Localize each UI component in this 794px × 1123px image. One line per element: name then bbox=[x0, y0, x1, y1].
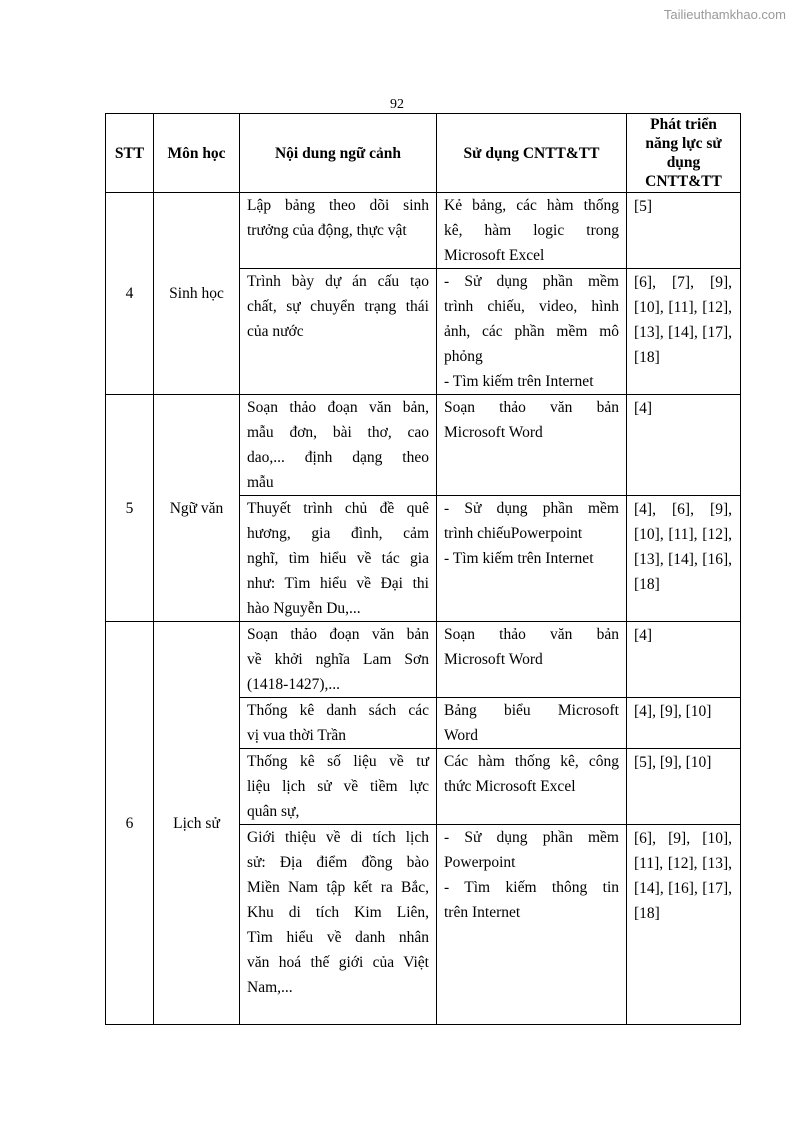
ict-use-line: Kẻ bảng, các hàm thống bbox=[444, 197, 619, 214]
context-content-line: hương, gia đình, cảm bbox=[247, 525, 429, 542]
references-cell: [6], [7], [9], [10], [11], [12], [13], [14], [17], [18] bbox=[627, 269, 741, 395]
ict-use-line: Word bbox=[444, 727, 479, 744]
ict-use-line: kê, hàm logic trong bbox=[444, 222, 619, 239]
subject-cell: Ngữ văn bbox=[154, 395, 240, 622]
ict-use-cell bbox=[437, 698, 627, 749]
ict-use-cell bbox=[437, 269, 627, 395]
context-content-cell bbox=[240, 193, 437, 269]
page-number: 92 bbox=[390, 97, 404, 112]
context-content-cell bbox=[240, 749, 437, 825]
context-content-line: Khu di tích Kim Liên, bbox=[247, 904, 429, 921]
references-cell: [5], [9], [10] bbox=[627, 749, 741, 825]
header-competency bbox=[627, 114, 741, 193]
context-content-line: Soạn thảo đoạn văn bản, bbox=[247, 399, 429, 416]
ict-use-line: Powerpoint bbox=[444, 854, 516, 871]
ict-use-line: Microsoft Excel bbox=[444, 247, 545, 264]
header-subject: Môn học bbox=[154, 114, 240, 193]
context-content-line: văn hoá thế giới của Việt bbox=[247, 954, 429, 971]
ict-use-line: - Tìm kiếm trên Internet bbox=[444, 550, 594, 567]
header-content: Nội dung ngữ cảnh bbox=[240, 114, 437, 193]
table-row bbox=[106, 193, 741, 269]
context-content-line: liệu lịch sử về tiềm lực bbox=[247, 778, 429, 795]
context-content-line: mẫu bbox=[247, 474, 274, 491]
ict-use-line: - Sử dụng phần mềm bbox=[444, 829, 619, 846]
ict-use-line: Soạn thảo văn bản bbox=[444, 399, 619, 416]
table-row bbox=[106, 395, 741, 496]
references-cell: [4], [6], [9], [10], [11], [12], [13], [14], [16], [18] bbox=[627, 496, 741, 622]
context-content-cell bbox=[240, 496, 437, 622]
ict-use-line: trình chiếuPowerpoint bbox=[444, 525, 583, 542]
subject-cell: Lịch sử bbox=[154, 622, 240, 1025]
context-content-line: sử: Địa điểm đồng bào bbox=[247, 854, 429, 871]
context-content-line: Trình bày dự án cấu tạo bbox=[247, 273, 429, 290]
ict-use-line: - Tìm kiếm thông tin bbox=[444, 879, 619, 896]
header-ict-use: Sử dụng CNTT&TT bbox=[437, 114, 627, 193]
ict-use-cell bbox=[437, 193, 627, 269]
references-cell: [5] bbox=[627, 193, 741, 269]
context-content-line: (1418-1427),... bbox=[247, 676, 340, 693]
context-content-cell bbox=[240, 395, 437, 496]
ict-use-line: Microsoft Word bbox=[444, 424, 543, 441]
context-content-line: Miền Nam tập kết ra Bắc, bbox=[247, 879, 429, 896]
ict-use-line: ảnh, các phần mềm mô bbox=[444, 323, 619, 340]
table-body bbox=[106, 193, 741, 1025]
ict-context-table bbox=[105, 113, 741, 1025]
context-content-line: Lập bảng theo dõi sinh bbox=[247, 197, 429, 214]
ict-use-line: Các hàm thống kê, công bbox=[444, 753, 619, 770]
references-cell: [6], [9], [10], [11], [12], [13], [14], [16], [17], [18] bbox=[627, 825, 741, 1025]
context-content-line: như: Tìm hiểu về Đại thi bbox=[247, 575, 429, 592]
context-content-line: hào Nguyễn Du,... bbox=[247, 600, 361, 617]
watermark: Tailieuthamkhao.com bbox=[663, 7, 786, 22]
references-cell: [4] bbox=[627, 622, 741, 698]
context-content-line: vị vua thời Trần bbox=[247, 727, 347, 744]
context-content-line: của nước bbox=[247, 323, 304, 340]
subject-cell: Sinh học bbox=[154, 193, 240, 395]
stt-cell: 4 bbox=[106, 193, 154, 395]
table-row bbox=[106, 622, 741, 698]
ict-use-cell bbox=[437, 622, 627, 698]
table-header-row bbox=[106, 114, 741, 193]
context-content-line: chất, sự chuyển trạng thái bbox=[247, 298, 429, 315]
context-content-line: Thuyết trình chủ đề quê bbox=[247, 500, 429, 517]
ict-use-line: Soạn thảo văn bản bbox=[444, 626, 619, 643]
ict-use-line: Bảng biểu Microsoft bbox=[444, 702, 619, 719]
context-content-cell bbox=[240, 622, 437, 698]
ict-use-line: trình chiếu, video, hình bbox=[444, 298, 619, 315]
context-content-line: mẫu đơn, bài thơ, cao bbox=[247, 424, 429, 441]
header-competency-line: năng lực sử bbox=[645, 135, 722, 152]
context-content-line: trưởng của động, thực vật bbox=[247, 222, 407, 239]
context-content-cell bbox=[240, 269, 437, 395]
context-content-line: Tìm hiểu về danh nhân bbox=[247, 929, 429, 946]
ict-use-line: - Sử dụng phần mềm bbox=[444, 500, 619, 517]
ict-use-cell bbox=[437, 749, 627, 825]
references-cell: [4], [9], [10] bbox=[627, 698, 741, 749]
context-content-line: Soạn thảo đoạn văn bản bbox=[247, 626, 429, 643]
ict-use-cell bbox=[437, 496, 627, 622]
stt-cell: 6 bbox=[106, 622, 154, 1025]
references-cell: [4] bbox=[627, 395, 741, 496]
header-competency-line: dụng bbox=[666, 154, 701, 171]
context-content-line: về khởi nghĩa Lam Sơn bbox=[247, 651, 429, 668]
ict-use-line: Microsoft Word bbox=[444, 651, 543, 668]
context-content-line: dao,... định dạng theo bbox=[247, 449, 429, 466]
context-content-line: Nam,... bbox=[247, 979, 293, 996]
context-content-line: Giới thiệu về di tích lịch bbox=[247, 829, 429, 846]
context-content-line: Thống kê số liệu về tư bbox=[247, 753, 429, 770]
ict-use-cell bbox=[437, 395, 627, 496]
ict-use-line: trên Internet bbox=[444, 904, 521, 921]
context-content-line: nghĩ, tìm hiểu về tác gia bbox=[247, 550, 429, 567]
ict-use-line: - Tìm kiếm trên Internet bbox=[444, 373, 594, 390]
context-content-cell bbox=[240, 698, 437, 749]
ict-use-line: thức Microsoft Excel bbox=[444, 778, 576, 795]
stt-cell: 5 bbox=[106, 395, 154, 622]
ict-use-line: - Sử dụng phần mềm bbox=[444, 273, 619, 290]
ict-use-line: phỏng bbox=[444, 348, 483, 365]
context-content-line: quân sự, bbox=[247, 803, 300, 820]
header-stt: STT bbox=[106, 114, 154, 193]
header-competency-line: Phát triển bbox=[650, 116, 717, 133]
context-content-cell bbox=[240, 825, 437, 1025]
header-competency-line: CNTT&TT bbox=[645, 173, 722, 190]
context-content-line: Thống kê danh sách các bbox=[247, 702, 429, 719]
ict-use-cell bbox=[437, 825, 627, 1025]
